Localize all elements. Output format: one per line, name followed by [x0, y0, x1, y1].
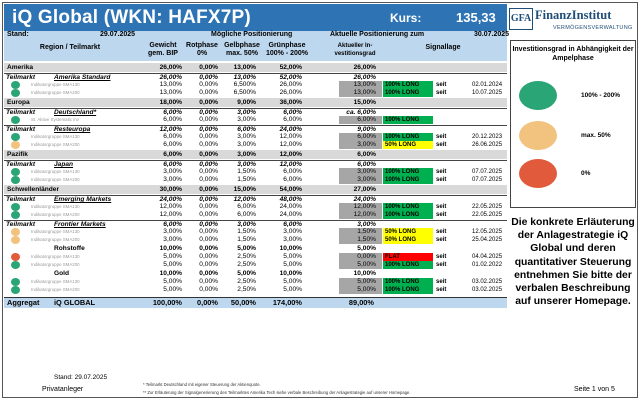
fund-title: iQ Global (WKN: HAFX7P)	[12, 7, 251, 28]
weight-value: 6,00%	[163, 141, 182, 148]
weight-value: 6,00%	[163, 161, 182, 168]
current-value: 26,00%	[353, 74, 376, 81]
since-label: seit	[436, 134, 447, 140]
col-green-phase: Grünphase 100% - 200%	[265, 42, 309, 57]
indicator-name: Indikatorgruppe SMA200	[31, 142, 80, 147]
weight-value: 5,00%	[163, 253, 182, 260]
weight-value: 12,00%	[159, 203, 182, 210]
current-value: 5,00%	[357, 278, 376, 285]
indicator-name: Indikatorgruppe SMA130	[31, 279, 80, 284]
weight-value: 10,00%	[159, 270, 182, 277]
indicator-name: Indikatorgruppe SMA130	[31, 254, 80, 259]
red-value: 0,00%	[199, 245, 218, 252]
weight-value: 12,00%	[159, 126, 182, 133]
current-value: 5,00%	[357, 261, 376, 268]
submarket-name: Amerika Standard	[54, 74, 111, 81]
traffic-light-icon	[11, 228, 20, 236]
weight-value: 3,00%	[163, 168, 182, 175]
col-signal: Signallage	[425, 44, 461, 51]
current-value: 24,00%	[353, 196, 376, 203]
traffic-light-icon	[11, 211, 20, 219]
yellow-value: 1,50%	[237, 176, 256, 183]
green-value: 6,00%	[283, 168, 302, 175]
indicator-row	[4, 203, 507, 211]
traffic-light-icon	[11, 253, 20, 261]
signal-date: 03.02.2025	[472, 287, 503, 293]
submarket-name: Emerging Markets	[54, 196, 112, 203]
orange-light-icon	[519, 121, 557, 150]
since-label: seit	[436, 279, 447, 285]
indicator-row	[4, 176, 507, 184]
indicator-row	[4, 168, 507, 176]
weight-value: 10,00%	[159, 245, 182, 252]
green-value: 12,00%	[279, 151, 302, 158]
weight-value: 5,00%	[163, 286, 182, 293]
yellow-value: 6,500%	[233, 81, 256, 88]
indicator-row	[4, 228, 507, 236]
red-value: 0,00%	[199, 203, 218, 210]
yellow-value: 3,00%	[237, 151, 256, 158]
signal-date: 03.02.2025	[472, 279, 503, 285]
price-label: Kurs:	[390, 11, 422, 25]
current-value: 1,50%	[357, 236, 376, 243]
green-value: 52,00%	[279, 74, 302, 81]
current-value: 13,00%	[353, 89, 376, 96]
red-value: 0,00%	[199, 74, 218, 81]
submarket-name: Frontier Markets	[54, 221, 106, 228]
col-current-level: Aktueller In-vestitionsgrad	[334, 43, 376, 57]
green-value: 5,00%	[283, 278, 302, 285]
logo-subtitle: VERMÖGENSVERWALTUNG	[553, 25, 633, 31]
yellow-value: 2,50%	[237, 278, 256, 285]
signal-date: 25.04.2025	[472, 237, 503, 243]
signal-date: 12.05.2025	[472, 229, 503, 235]
red-value: 0,00%	[199, 116, 218, 123]
asset-name: Rohstoffe	[54, 245, 85, 252]
yellow-value: 3,00%	[237, 221, 256, 228]
current-value: 12,00%	[353, 211, 376, 218]
submarket-label: Teilmarkt	[6, 74, 36, 81]
traffic-light-icon	[11, 89, 20, 97]
red-value: 0,00%	[199, 176, 218, 183]
current-value: 3,00%	[357, 141, 376, 148]
legend-red-label: 0%	[581, 170, 591, 177]
since-label: seit	[436, 287, 447, 293]
indicator-name: St. Aktive Systematic inv	[31, 117, 79, 122]
submarket-label: Teilmarkt	[6, 221, 36, 228]
weight-value: 26,00%	[159, 64, 182, 71]
red-value: 0,00%	[199, 99, 218, 106]
col-weight: Gewicht gem. BIP	[148, 42, 178, 57]
green-value: 10,00%	[279, 270, 302, 277]
current-value: 27,00%	[353, 186, 376, 193]
weight-value: 3,00%	[163, 176, 182, 183]
region-name: Europa	[7, 99, 30, 106]
col-yellow-phase: Gelbphase max. 50%	[224, 42, 260, 57]
logo-box: GFA	[509, 8, 533, 30]
current-value: 6,00%	[357, 116, 376, 123]
indicator-row	[4, 261, 507, 269]
submarket-label: Teilmarkt	[6, 109, 36, 116]
indicator-row	[4, 236, 507, 244]
traffic-light-icon	[11, 168, 20, 176]
region-name: Schwellenländer	[7, 186, 60, 193]
footnote-1: * Teilmarkt Deutschland mit eigener Steuerung der Aktienquote.	[143, 382, 261, 387]
red-value: 0,00%	[199, 64, 218, 71]
red-value: 0,00%	[199, 228, 218, 235]
weight-value: 6,00%	[163, 109, 182, 116]
signal-date: 04.04.2025	[472, 254, 503, 260]
green-value: 10,00%	[279, 245, 302, 252]
region-row	[4, 63, 507, 72]
indicator-row	[4, 116, 507, 124]
yellow-value: 3,00%	[237, 133, 256, 140]
red-value: 0,00%	[199, 196, 218, 203]
submarket-name: Deutschland*	[54, 109, 97, 116]
since-label: seit	[436, 142, 447, 148]
signal-badge: FLAT	[383, 253, 433, 261]
indicator-name: Indikatorgruppe SMA200	[31, 90, 80, 95]
footer-page: Seite 1 von 5	[574, 386, 615, 393]
traffic-light-icon	[11, 141, 20, 149]
asset-name: Gold	[54, 270, 70, 277]
yellow-value: 2,50%	[237, 286, 256, 293]
yellow-value: 5,00%	[237, 270, 256, 277]
green-light-icon	[519, 81, 557, 110]
strategy-note: Die konkrete Erläuterung der Anlagestrategie iQ Global und deren quantitativer Steuerung entnehmen Sie bitte der verbalen Beschreibung auf unserer Homepage.	[511, 217, 635, 308]
weight-value: 5,00%	[163, 278, 182, 285]
region-row	[4, 150, 507, 159]
yellow-value: 15,00%	[233, 186, 256, 193]
signal-date: 02.01.2024	[472, 82, 503, 88]
since-label: seit	[436, 262, 447, 268]
indicator-name: Indikatorgruppe SMA130	[31, 134, 80, 139]
indicator-row	[4, 253, 507, 261]
yellow-value: 13,00%	[233, 64, 256, 71]
signal-date: 22.05.2025	[472, 212, 503, 218]
indicator-name: Indikatorgruppe SMA200	[31, 212, 80, 217]
footer-stand: Stand: 29.07.2025	[54, 374, 108, 381]
footnote-2: ** Zur Erläuterung der Signalgenerierung des Teilmarktes Amerika Tech siehe verbale Beschreibung der Anlagestrategie auf unserer Homepage.	[143, 390, 411, 395]
weight-value: 18,00%	[159, 99, 182, 106]
red-value: 0,00%	[199, 81, 218, 88]
traffic-light-icon	[11, 81, 20, 89]
region-name: Amerika	[7, 64, 34, 71]
red-value: 0,00%	[199, 126, 218, 133]
submarket-name: Japan	[54, 161, 74, 168]
signal-date: 07.07.2025	[472, 169, 503, 175]
since-label: seit	[436, 177, 447, 183]
aggregate-label: Aggregat	[7, 298, 40, 307]
weight-value: 6,00%	[163, 151, 182, 158]
aggregate-red: 0,00%	[197, 298, 218, 307]
current-value: 12,00%	[353, 203, 376, 210]
red-value: 0,00%	[199, 211, 218, 218]
yellow-value: 3,00%	[237, 116, 256, 123]
red-value: 0,00%	[199, 141, 218, 148]
green-value: 12,00%	[279, 141, 302, 148]
indicator-name: Indikatorgruppe SMA130	[31, 82, 80, 87]
signal-badge: 100% LONG	[383, 133, 433, 141]
traffic-light-icon	[11, 176, 20, 184]
aggregate-row	[4, 297, 507, 308]
red-value: 0,00%	[199, 221, 218, 228]
green-value: 54,00%	[279, 186, 302, 193]
indicator-row	[4, 286, 507, 294]
col-red-phase: Rotphase 0%	[186, 42, 218, 57]
aggregate-weight: 100,00%	[152, 298, 182, 307]
region-row	[4, 185, 507, 194]
green-value: 6,00%	[283, 109, 302, 116]
red-value: 0,00%	[199, 253, 218, 260]
green-value: 24,00%	[279, 126, 302, 133]
traffic-light-icon	[11, 133, 20, 141]
red-value: 0,00%	[199, 161, 218, 168]
indicator-name: Indikatorgruppe SMA130	[31, 204, 80, 209]
asset-row	[4, 245, 507, 253]
legend-green-label: 100% - 200%	[581, 92, 621, 99]
since-label: seit	[436, 169, 447, 175]
indicator-row	[4, 278, 507, 286]
current-value: 6,00%	[357, 161, 376, 168]
weight-value: 30,00%	[159, 186, 182, 193]
current-value: 5,00%	[357, 286, 376, 293]
weight-value: 13,00%	[159, 89, 182, 96]
signal-date: 01.02.2022	[472, 262, 503, 268]
yellow-value: 2,50%	[237, 253, 256, 260]
red-value: 0,00%	[199, 151, 218, 158]
signal-date: 07.07.2025	[472, 177, 503, 183]
current-value: 26,00%	[353, 64, 376, 71]
since-label: seit	[436, 254, 447, 260]
green-value: 5,00%	[283, 286, 302, 293]
yellow-value: 5,00%	[237, 245, 256, 252]
signal-badge: 100% LONG	[383, 116, 433, 124]
green-value: 12,00%	[279, 133, 302, 140]
aggregate-yellow: 50,00%	[230, 298, 256, 307]
signal-badge: 100% LONG	[383, 203, 433, 211]
traffic-light-icon	[11, 261, 20, 269]
stand-label: Stand:	[7, 31, 29, 38]
green-value: 24,00%	[279, 211, 302, 218]
red-value: 0,00%	[199, 89, 218, 96]
signal-badge: 100% LONG	[383, 81, 433, 89]
indicator-row	[4, 211, 507, 219]
indicator-name: Indikatorgruppe SMA130	[31, 169, 80, 174]
red-value: 0,00%	[199, 286, 218, 293]
yellow-value: 13,00%	[233, 74, 256, 81]
yellow-value: 2,50%	[237, 261, 256, 268]
red-value: 0,00%	[199, 278, 218, 285]
red-value: 0,00%	[199, 168, 218, 175]
signal-badge: 100% LONG	[383, 278, 433, 286]
current-value: 3,00%	[357, 176, 376, 183]
green-value: 48,00%	[279, 196, 302, 203]
current-value: 6,00%	[357, 151, 376, 158]
red-value: 0,00%	[199, 270, 218, 277]
current-value: ca. 6,00%	[346, 109, 376, 116]
footer-audience: Privatanleger	[42, 386, 84, 393]
indicator-name: Indikatorgruppe SMA200	[31, 287, 80, 292]
green-value: 26,00%	[279, 89, 302, 96]
weight-value: 3,00%	[163, 228, 182, 235]
signal-badge: 100% LONG	[383, 168, 433, 176]
logo-brand: FinanzInstitut	[535, 8, 612, 22]
region-name: Pazifik	[7, 151, 28, 158]
col-region: Region / Teilmarkt	[39, 44, 101, 51]
red-value: 0,00%	[199, 261, 218, 268]
subheader-bar	[4, 31, 510, 40]
green-value: 6,00%	[283, 221, 302, 228]
current-value: 15,00%	[353, 99, 376, 106]
yellow-value: 6,00%	[237, 203, 256, 210]
stand-date: 29.07.2025	[100, 31, 136, 38]
weight-value: 6,00%	[163, 133, 182, 140]
since-label: seit	[436, 90, 447, 96]
current-value: 10,00%	[353, 270, 376, 277]
signal-badge: 50% LONG	[383, 141, 433, 149]
green-value: 26,00%	[279, 81, 302, 88]
red-value: 0,00%	[199, 109, 218, 116]
traffic-light-icon	[11, 286, 20, 294]
current-value: 0,00%	[357, 253, 376, 260]
green-value: 6,00%	[283, 116, 302, 123]
current-value: 5,00%	[357, 245, 376, 252]
signal-badge: 100% LONG	[383, 286, 433, 294]
submarket-label: Teilmarkt	[6, 161, 36, 168]
weight-value: 5,00%	[163, 261, 182, 268]
aggregate-current: 89,00%	[348, 298, 374, 307]
signal-badge: 50% LONG	[383, 236, 433, 244]
asset-row	[4, 270, 507, 278]
since-label: seit	[436, 82, 447, 88]
yellow-value: 1,50%	[237, 168, 256, 175]
indicator-row	[4, 81, 507, 89]
since-label: seit	[436, 204, 447, 210]
indicator-name: Indikatorgruppe SMA130	[31, 229, 80, 234]
yellow-value: 1,50%	[237, 228, 256, 235]
green-value: 3,00%	[283, 228, 302, 235]
weight-value: 6,00%	[163, 116, 182, 123]
green-value: 5,00%	[283, 253, 302, 260]
current-value: 6,00%	[357, 133, 376, 140]
yellow-value: 6,00%	[237, 126, 256, 133]
yellow-value: 3,00%	[237, 109, 256, 116]
indicator-name: Indikatorgruppe SMA200	[31, 262, 80, 267]
green-value: 24,00%	[279, 203, 302, 210]
indicator-name: Indikatorgruppe SMA200	[31, 237, 80, 242]
company-logo	[508, 6, 636, 36]
indicator-row	[4, 141, 507, 149]
submarket-name: Resteuropa	[54, 126, 91, 133]
submarket-label: Teilmarkt	[6, 196, 36, 203]
yellow-value: 6,500%	[233, 89, 256, 96]
current-value: 3,00%	[357, 221, 376, 228]
green-value: 3,00%	[283, 236, 302, 243]
signal-badge: 100% LONG	[383, 211, 433, 219]
signal-badge: 100% LONG	[383, 89, 433, 97]
traffic-light-icon	[11, 278, 20, 286]
signal-date: 22.05.2025	[472, 204, 503, 210]
traffic-light-icon	[11, 116, 20, 124]
weight-value: 12,00%	[159, 211, 182, 218]
yellow-value: 9,00%	[237, 99, 256, 106]
indicator-row	[4, 133, 507, 141]
signal-date: 20.12.2023	[472, 134, 503, 140]
weight-value: 24,00%	[159, 196, 182, 203]
yellow-value: 12,00%	[233, 196, 256, 203]
yellow-value: 3,00%	[237, 161, 256, 168]
weight-value: 26,00%	[159, 74, 182, 81]
title-bar	[4, 4, 507, 31]
green-value: 52,00%	[279, 64, 302, 71]
region-row	[4, 98, 507, 107]
red-value: 0,00%	[199, 236, 218, 243]
green-value: 5,00%	[283, 261, 302, 268]
current-value: 13,00%	[353, 81, 376, 88]
signal-date: 10.07.2025	[472, 90, 503, 96]
aggregate-name: iQ GLOBAL	[54, 298, 96, 307]
current-value: 9,00%	[357, 126, 376, 133]
red-value: 0,00%	[199, 133, 218, 140]
indicator-row	[4, 89, 507, 97]
current-value: 1,50%	[357, 228, 376, 235]
green-value: 12,00%	[279, 161, 302, 168]
weight-value: 3,00%	[163, 236, 182, 243]
green-value: 6,00%	[283, 176, 302, 183]
current-positioning-label: Aktuelle Positionierung zum	[330, 31, 425, 38]
signal-badge: 100% LONG	[383, 261, 433, 269]
column-header-bar	[4, 40, 507, 61]
weight-value: 13,00%	[159, 81, 182, 88]
legend-panel	[510, 40, 636, 208]
traffic-light-icon	[11, 203, 20, 211]
aggregate-green: 174,00%	[272, 298, 302, 307]
price-value: 135,33	[456, 10, 496, 25]
legend-title: Investitionsgrad in Abhängigkeit der Ampelphase	[512, 46, 634, 62]
indicator-name: Indikatorgruppe SMA200	[31, 177, 80, 182]
legend-orange-label: max. 50%	[581, 132, 611, 139]
yellow-value: 1,50%	[237, 236, 256, 243]
submarket-label: Teilmarkt	[6, 126, 36, 133]
current-value: 3,00%	[357, 168, 376, 175]
green-value: 36,00%	[279, 99, 302, 106]
since-label: seit	[436, 212, 447, 218]
yellow-value: 3,00%	[237, 141, 256, 148]
since-label: seit	[436, 229, 447, 235]
current-positioning-date: 30.07.2025	[474, 31, 510, 38]
signal-badge: 100% LONG	[383, 176, 433, 184]
signal-badge: 50% LONG	[383, 228, 433, 236]
yellow-value: 6,00%	[237, 211, 256, 218]
signal-date: 26.06.2025	[472, 142, 503, 148]
red-light-icon	[519, 159, 557, 188]
red-value: 0,00%	[199, 186, 218, 193]
weight-value: 6,00%	[163, 221, 182, 228]
traffic-light-icon	[11, 236, 20, 244]
possible-positioning-label: Mögliche Positionierung	[211, 31, 293, 38]
since-label: seit	[436, 237, 447, 243]
